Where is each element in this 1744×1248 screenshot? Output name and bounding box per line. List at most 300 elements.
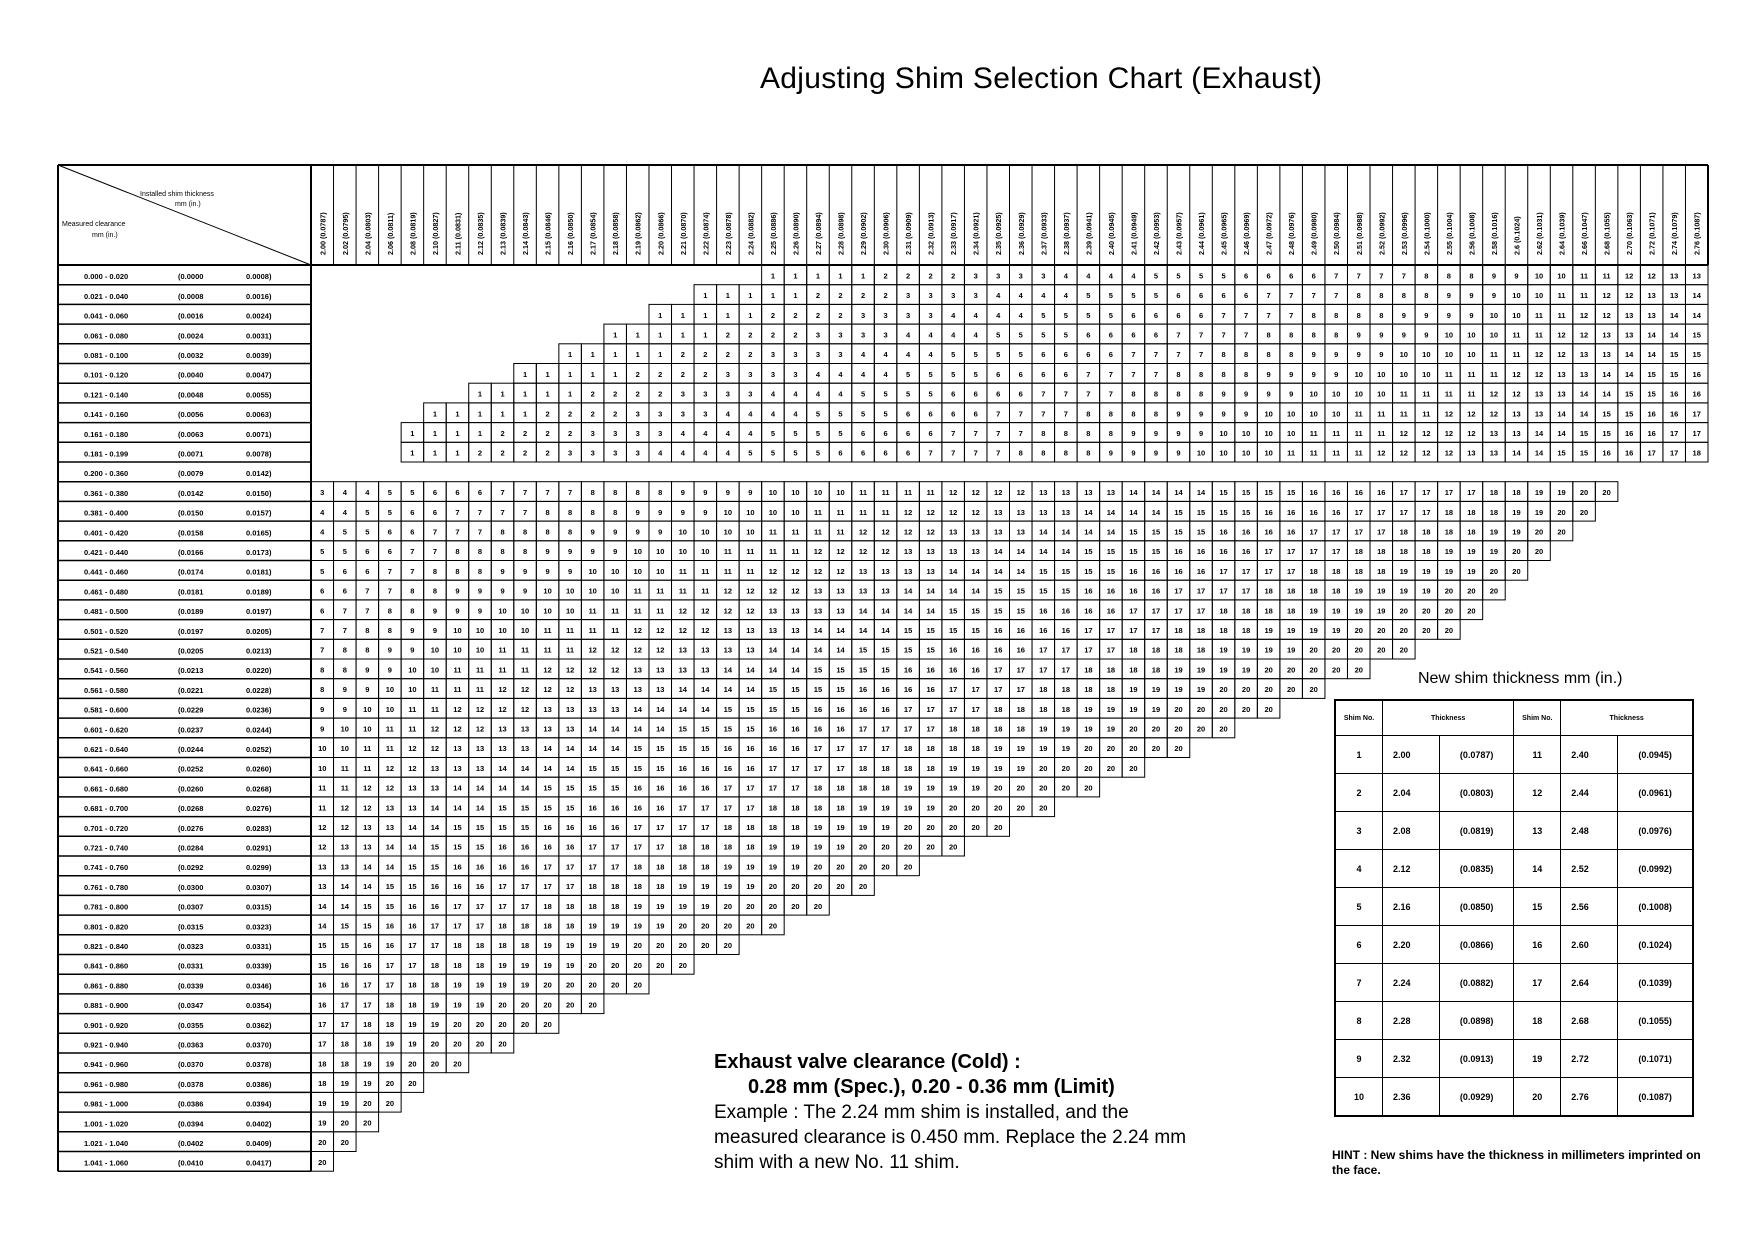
shim-number: 14: [1174, 488, 1183, 498]
shim-number: 9: [432, 625, 438, 635]
shim-thickness-in: (0.0882): [1439, 964, 1513, 1002]
shim-number: 6: [1198, 291, 1204, 301]
installed-thickness-header: 2.43 (0.0957): [1174, 212, 1184, 255]
shim-number: 9: [410, 645, 415, 655]
shim-number: 9: [1424, 330, 1429, 340]
shim-number: 3: [680, 389, 685, 399]
installed-thickness-header: 2.22 (0.0874): [701, 212, 711, 255]
shim-number: 9: [613, 547, 618, 557]
clearance-mm: 0.921 - 0.940: [84, 1040, 129, 1050]
shim-number: 7: [973, 428, 978, 438]
shim-number: 15: [926, 645, 935, 655]
shim-number: 15: [453, 842, 462, 852]
shim-number: 16: [1241, 527, 1251, 537]
shim-number: 10: [1241, 448, 1251, 458]
shim-number: 20: [1151, 724, 1161, 734]
clearance-mm: 0.521 - 0.540: [84, 646, 129, 656]
shim-number: 19: [1514, 1040, 1561, 1078]
shim-number: 9: [613, 527, 618, 537]
shim-number: 3: [770, 369, 775, 379]
shim-number: 10: [1422, 369, 1431, 379]
shim-number: 14: [611, 744, 620, 754]
installed-thickness-header: 2.21 (0.0870): [678, 212, 688, 255]
shim-number: 20: [1467, 606, 1476, 616]
shim-number: 15: [1286, 488, 1296, 498]
clearance-in-high: 0.0354): [246, 1001, 272, 1011]
shim-number: 13: [1557, 389, 1566, 399]
shim-number: 2: [793, 330, 798, 340]
shim-number: 7: [1356, 271, 1361, 281]
shim-number: 13: [498, 724, 507, 734]
shim-number: 19: [611, 921, 620, 931]
shim-number: 18: [1151, 645, 1161, 655]
shim-number: 11: [723, 566, 732, 576]
installed-thickness-header: 2.74 (0.1079): [1670, 212, 1680, 255]
shim-number: 12: [363, 783, 372, 793]
shim-thickness-mm: 2.24: [1383, 964, 1440, 1002]
shim-number: 16: [656, 783, 665, 793]
shim-number: 11: [543, 645, 552, 655]
shim-number: 14: [1039, 547, 1048, 557]
shim-number: 16: [1377, 488, 1386, 498]
shim-number: 14: [1624, 350, 1634, 360]
shim-number: 11: [1512, 330, 1521, 340]
shim-number: 20: [498, 1000, 507, 1010]
shim-number: 2: [770, 330, 775, 340]
shim-number: 9: [1446, 310, 1451, 320]
shim-number: 19: [1354, 606, 1363, 616]
shim-number: 14: [1514, 850, 1561, 888]
shim-number: 17: [1151, 625, 1161, 635]
shim-number: 19: [1106, 724, 1116, 734]
shim-number: 19: [701, 882, 710, 892]
shim-number: 7: [951, 448, 956, 458]
shim-number: 13: [791, 606, 800, 616]
shim-number: 20: [1377, 625, 1386, 635]
clearance-in-high: 0.0165): [246, 528, 272, 538]
shim-number: 16: [430, 901, 440, 911]
shim-number: 7: [455, 527, 460, 537]
clearance-in-high: 0.0244): [246, 725, 272, 735]
installed-thickness-header: 2.76 (0.1087): [1692, 212, 1702, 255]
shim-number: 4: [680, 448, 685, 458]
shim-number: 1: [703, 291, 708, 301]
shim-number: 16: [1174, 566, 1183, 576]
shim-number: 20: [1444, 625, 1454, 635]
shim-number: 5: [1018, 330, 1023, 340]
clearance-mm: 0.861 - 0.880: [84, 981, 129, 991]
installed-thickness-header: 2.55 (0.1004): [1444, 212, 1454, 255]
shim-number: 15: [994, 586, 1003, 596]
shim-number: 20: [1422, 606, 1431, 616]
shim-number: 10: [1444, 350, 1454, 360]
clearance-in-high: 0.0252): [246, 744, 272, 754]
shim-number: 2: [658, 369, 663, 379]
shim-number: 6: [1311, 271, 1316, 281]
shim-number: 19: [520, 980, 530, 990]
shim-number: 11: [746, 566, 755, 576]
shim-number: 1: [613, 369, 618, 379]
shim-number: 4: [951, 310, 956, 320]
clearance-in-low: (0.0300: [178, 882, 204, 892]
shim-number: 11: [408, 704, 417, 714]
shim-number: 14: [1061, 527, 1071, 537]
shim-number: 12: [926, 527, 935, 537]
shim-thickness-mm: 2.36: [1383, 1078, 1440, 1117]
shim-number: 12: [948, 507, 958, 517]
shim-number: 20: [1579, 507, 1589, 517]
clearance-in-low: (0.0252: [178, 764, 204, 774]
installed-thickness-header: 2.34 (0.0921): [971, 212, 981, 255]
shim-number: 1: [410, 428, 415, 438]
clearance-in-low: (0.0323: [178, 941, 204, 951]
shim-number: 18: [1016, 704, 1025, 714]
shim-number: 15: [543, 803, 552, 813]
shim-number: 2: [838, 310, 843, 320]
shim-number: 16: [611, 803, 620, 813]
shim-number: 14: [475, 803, 485, 813]
shim-number: 14: [1039, 527, 1048, 537]
new-shim-row: [1335, 736, 1693, 774]
shim-number: 7: [928, 448, 933, 458]
shim-number: 7: [1153, 350, 1159, 360]
clearance-mm: 0.601 - 0.620: [84, 725, 129, 735]
shim-number: 11: [430, 704, 439, 714]
shim-number: 19: [1534, 488, 1544, 498]
clearance-in-high: 0.0339): [246, 961, 272, 971]
shim-number: 8: [1041, 448, 1046, 458]
shim-number: 19: [1512, 507, 1521, 517]
shim-number: 16: [1151, 586, 1161, 596]
shim-number: 13: [1039, 507, 1048, 517]
shim-number: 18: [948, 744, 958, 754]
shim-number: 11: [926, 488, 935, 498]
installed-thickness-header: 2.15 (0.0846): [543, 212, 553, 255]
shim-number: 7: [1018, 409, 1023, 419]
shim-number: 16: [1016, 625, 1025, 635]
shim-number: 13: [430, 763, 440, 773]
shim-number: 14: [430, 803, 440, 813]
shim-number: 17: [1377, 507, 1386, 517]
shim-number: 4: [951, 330, 956, 340]
shim-number: 17: [1129, 606, 1138, 616]
shim-number: 17: [408, 960, 417, 970]
installed-thickness-header: 2.33 (0.0917): [949, 212, 959, 255]
shim-number: 14: [318, 901, 327, 911]
shim-number: 19: [746, 882, 755, 892]
shim-number: 19: [363, 1079, 372, 1089]
shim-number: 13: [1647, 291, 1656, 301]
shim-number: 13: [858, 586, 868, 596]
clearance-mm: 0.621 - 0.640: [84, 744, 129, 754]
shim-number: 18: [1286, 586, 1296, 596]
shim-number: 4: [838, 369, 843, 379]
shim-number: 9: [725, 488, 730, 498]
shim-number: 15: [1061, 566, 1071, 576]
shim-number: 19: [791, 862, 800, 872]
clearance-mm: 0.000 - 0.020: [84, 272, 129, 282]
clearance-in-low: (0.0174: [178, 567, 204, 577]
shim-number: 9: [1198, 428, 1204, 438]
shim-number: 6: [906, 409, 911, 419]
shim-number: 13: [543, 704, 552, 714]
page-title: Adjusting Shim Selection Chart (Exhaust): [760, 62, 1323, 95]
clearance-mm: 0.821 - 0.840: [84, 941, 129, 951]
shim-number: 13: [926, 566, 935, 576]
shim-number: 9: [1198, 409, 1204, 419]
new-shim-row: [1335, 1040, 1693, 1078]
shim-number: 12: [363, 803, 372, 813]
shim-number: 10: [1335, 1078, 1383, 1117]
shim-number: 15: [768, 704, 778, 714]
shim-number: 16: [1286, 507, 1296, 517]
shim-number: 20: [475, 1019, 485, 1029]
clearance-in-low: (0.0071: [178, 449, 204, 459]
shim-number: 9: [522, 566, 528, 576]
shim-number: 20: [701, 921, 710, 931]
clearance-mm: 0.981 - 1.000: [84, 1099, 129, 1109]
shim-number: 16: [1039, 606, 1048, 616]
shim-number: 15: [1106, 547, 1116, 557]
shim-number: 1: [1335, 736, 1383, 774]
shim-number: 16: [408, 901, 417, 911]
shim-number: 3: [320, 488, 325, 498]
shim-number: 12: [408, 763, 417, 773]
shim-number: 20: [1061, 763, 1071, 773]
shim-number: 19: [1332, 625, 1341, 635]
shim-number: 17: [1692, 409, 1701, 419]
shim-number: 10: [791, 507, 800, 517]
shim-number: 11: [701, 566, 710, 576]
shim-number: 2: [613, 389, 618, 399]
clearance-in-low: (0.0394: [178, 1119, 204, 1129]
shim-number: 14: [656, 724, 665, 734]
shim-number: 3: [635, 409, 640, 419]
shim-number: 15: [498, 822, 507, 832]
shim-number: 19: [1354, 586, 1363, 596]
shim-number: 19: [318, 1098, 327, 1108]
shim-number: 5: [1221, 271, 1226, 281]
shim-number: 12: [565, 665, 575, 675]
installed-thickness-header: 2.19 (0.0862): [633, 212, 643, 255]
shim-number: 16: [340, 980, 349, 990]
shim-number: 15: [633, 763, 642, 773]
shim-number: 3: [770, 350, 775, 360]
shim-number: 20: [1264, 665, 1273, 675]
shim-number: 9: [1153, 448, 1159, 458]
shim-number: 13: [994, 507, 1003, 517]
installed-thickness-header: 2.02 (0.0795): [340, 212, 350, 255]
shim-number: 14: [1129, 507, 1138, 517]
clearance-mm: 0.021 - 0.040: [84, 291, 129, 301]
shim-number: 4: [1086, 271, 1091, 281]
shim-number: 3: [793, 369, 798, 379]
shim-number: 17: [813, 744, 823, 754]
shim-number: 14: [543, 744, 552, 754]
shim-number: 14: [1670, 310, 1679, 320]
shim-number: 18: [1016, 724, 1025, 734]
shim-number: 20: [971, 822, 980, 832]
shim-number: 10: [1286, 409, 1296, 419]
clearance-in-low: (0.0142: [178, 488, 204, 498]
shim-number: 19: [1061, 744, 1071, 754]
shim-number: 14: [678, 704, 687, 714]
shim-number: 8: [1108, 428, 1113, 438]
shim-number: 14: [430, 822, 440, 832]
shim-number: 13: [1579, 369, 1589, 379]
shim-number: 10: [1264, 428, 1273, 438]
shim-number: 16: [746, 763, 755, 773]
shim-number: 7: [1063, 389, 1068, 399]
shim-number: 15: [723, 724, 733, 734]
shim-number: 9: [1356, 350, 1361, 360]
clearance-mm: 0.961 - 0.980: [84, 1079, 129, 1089]
shim-number: 16: [903, 665, 913, 675]
shim-thickness-mm: 2.00: [1383, 736, 1440, 774]
shim-number: 11: [678, 586, 687, 596]
shim-number: 11: [408, 724, 417, 734]
shim-number: 14: [836, 645, 845, 655]
clearance-mm: 0.101 - 0.120: [84, 370, 129, 380]
shim-number: 3: [1041, 271, 1046, 281]
shim-number: 14: [498, 783, 507, 793]
shim-number: 14: [1670, 330, 1679, 340]
shim-number: 10: [611, 566, 620, 576]
shim-number: 11: [476, 665, 484, 675]
shim-number: 10: [836, 488, 845, 498]
new-shim-table: [1334, 699, 1694, 1117]
shim-number: 14: [1692, 291, 1701, 301]
shim-number: 20: [1219, 685, 1228, 695]
clearance-in-low: (0.0181: [178, 587, 204, 597]
shim-number: 8: [365, 645, 370, 655]
shim-number: 8: [342, 665, 347, 675]
shim-number: 14: [1534, 448, 1544, 458]
clearance-mm: 0.541 - 0.560: [84, 666, 129, 676]
shim-number: 12: [633, 625, 642, 635]
shim-number: 13: [1512, 428, 1521, 438]
shim-number: 5: [883, 389, 888, 399]
shim-number: 14: [926, 586, 935, 596]
clearance-in-high: 0.0315): [246, 902, 272, 912]
shim-number: 2: [770, 310, 775, 320]
shim-number: 12: [971, 507, 980, 517]
shim-number: 8: [1311, 330, 1316, 340]
shim-number: 18: [453, 960, 462, 970]
shim-number: 5: [793, 448, 798, 458]
clearance-mm: 0.501 - 0.520: [84, 626, 129, 636]
shim-number: 9: [703, 507, 708, 517]
shim-number: 18: [1151, 665, 1161, 675]
shim-number: 13: [453, 744, 462, 754]
shim-number: 8: [1176, 369, 1181, 379]
shim-number: 17: [701, 803, 710, 813]
shim-number: 11: [521, 665, 530, 675]
shim-number: 16: [1332, 507, 1341, 517]
shim-number: 9: [342, 704, 347, 714]
shim-number: 9: [342, 685, 347, 695]
installed-thickness-unit: mm (in.): [175, 201, 201, 208]
clearance-mm: 0.041 - 0.060: [84, 311, 129, 321]
measured-clearance-unit: mm (in.): [92, 232, 118, 239]
shim-number: 1: [703, 330, 708, 340]
shim-number: 20: [994, 803, 1003, 813]
shim-number: 20: [1557, 527, 1566, 537]
installed-thickness-header: 2.51 (0.0988): [1354, 212, 1364, 255]
shim-number: 15: [1264, 488, 1273, 498]
shim-number: 8: [342, 645, 347, 655]
shim-number: 5: [1063, 310, 1068, 320]
shim-number: 17: [858, 724, 868, 734]
shim-number: 4: [342, 507, 347, 517]
shim-number: 3: [996, 271, 1001, 281]
shim-number: 18: [363, 1019, 372, 1029]
shim-number: 10: [543, 586, 552, 596]
shim-number: 14: [678, 685, 687, 695]
shim-number: 14: [1106, 507, 1116, 517]
shim-number: 19: [881, 803, 890, 813]
measured-clearance-label: Measured clearance: [62, 221, 126, 228]
shim-number: 16: [498, 862, 507, 872]
shim-number: 19: [318, 1118, 327, 1128]
shim-number: 14: [746, 685, 755, 695]
shim-number: 15: [318, 960, 327, 970]
shim-number: 19: [791, 842, 800, 852]
shim-number: 20: [1264, 704, 1273, 714]
shim-number: 2: [658, 389, 663, 399]
shim-number: 16: [520, 842, 530, 852]
shim-number: 15: [498, 803, 507, 813]
shim-number: 10: [791, 488, 800, 498]
shim-number: 2: [590, 389, 595, 399]
shim-number: 11: [1377, 409, 1386, 419]
shim-number: 7: [996, 448, 1001, 458]
shim-number: 10: [475, 625, 485, 635]
shim-number: 14: [926, 606, 935, 616]
shim-number: 18: [385, 1019, 395, 1029]
shim-number: 17: [1467, 488, 1476, 498]
shim-number: 4: [703, 428, 708, 438]
shim-number: 19: [1264, 645, 1273, 655]
shim-number: 19: [768, 862, 778, 872]
shim-number: 14: [1534, 428, 1544, 438]
shim-number: 8: [1221, 350, 1226, 360]
shim-number: 17: [520, 901, 530, 911]
installed-thickness-header: 2.12 (0.0835): [475, 212, 485, 255]
thickness-header: Thickness: [1561, 700, 1693, 736]
shim-number: 16: [363, 941, 372, 951]
shim-number: 16: [1264, 527, 1273, 537]
shim-number: 16: [543, 842, 552, 852]
shim-number: 6: [387, 527, 392, 537]
shim-number: 11: [1489, 369, 1498, 379]
new-shim-row: [1335, 926, 1693, 964]
shim-number: 13: [588, 704, 597, 714]
shim-number: 19: [1332, 606, 1341, 616]
installed-thickness-header: 2.44 (0.0961): [1197, 212, 1207, 255]
shim-number: 15: [1602, 428, 1611, 438]
shim-number: 7: [365, 586, 370, 596]
shim-number: 9: [410, 625, 415, 635]
clearance-in-low: (0.0000: [178, 272, 204, 282]
shim-number: 9: [1491, 271, 1497, 281]
shim-number: 18: [633, 862, 642, 872]
shim-number: 15: [813, 685, 823, 695]
shim-number: 18: [1039, 685, 1048, 695]
shim-number: 20: [543, 1019, 552, 1029]
shim-number: 6: [410, 527, 415, 537]
shim-number: 8: [1063, 428, 1068, 438]
